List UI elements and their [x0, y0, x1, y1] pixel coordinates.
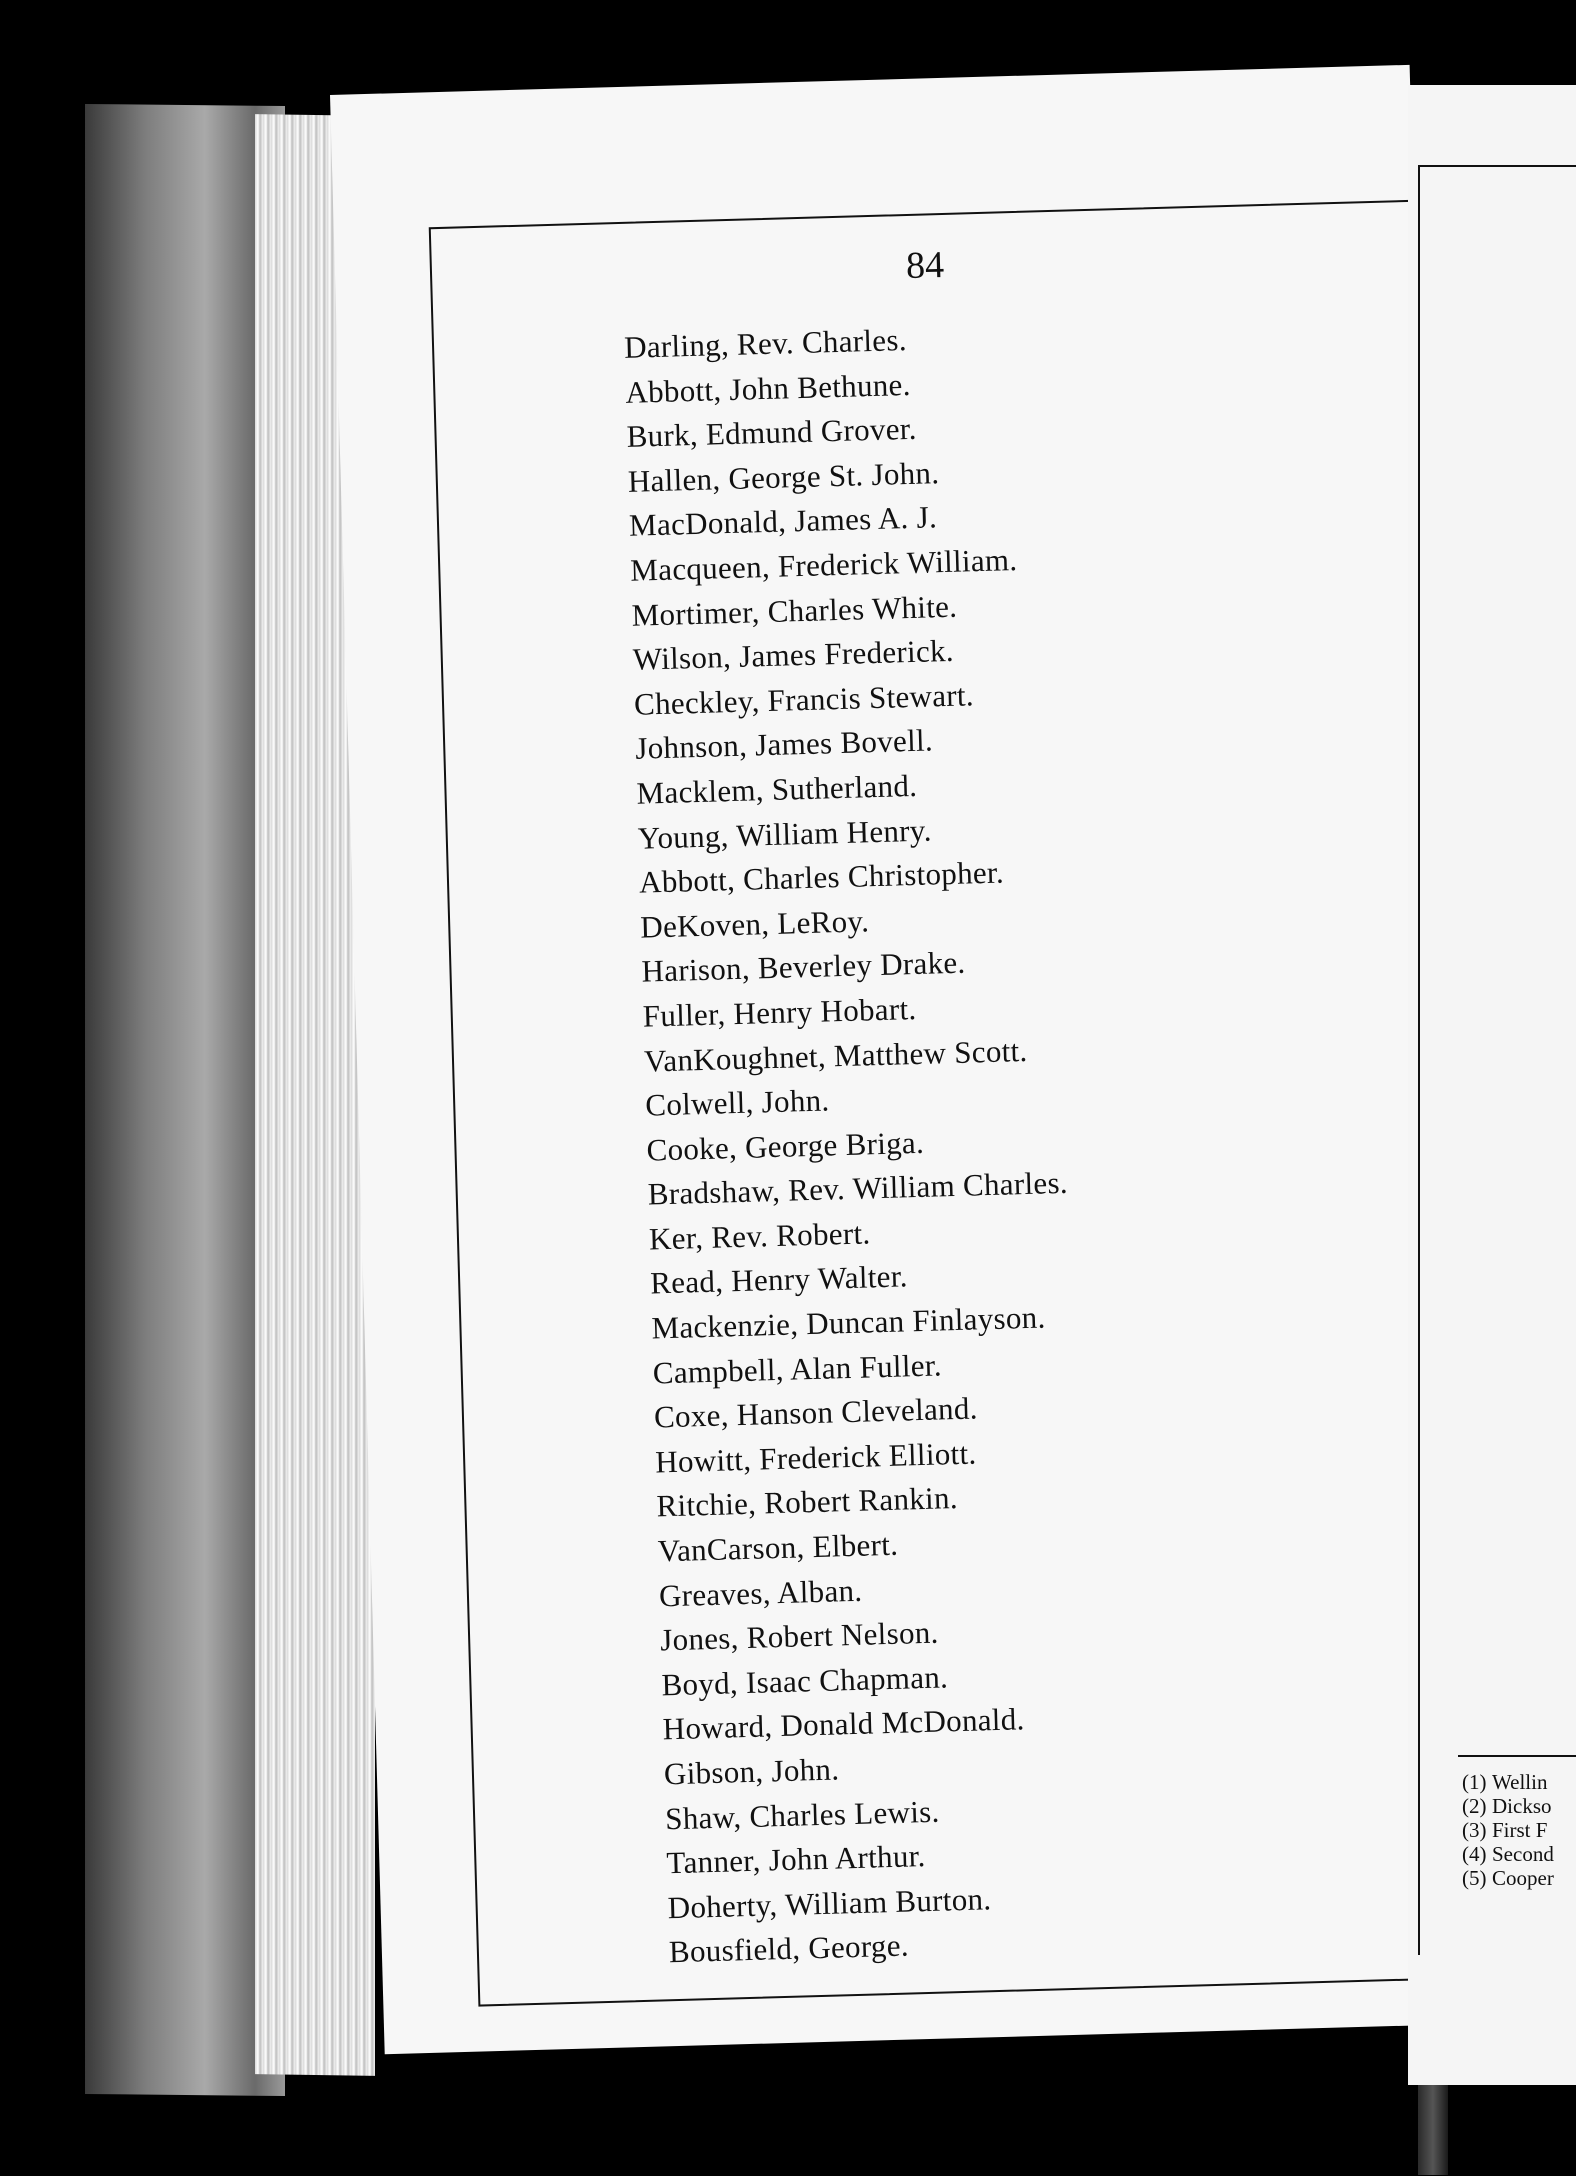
left-page [330, 65, 1464, 2054]
footnote-text: Cooper [1492, 1866, 1554, 1890]
name-entry: DeKoven, LeRoy. [639, 902, 870, 945]
name-entry: Read, Henry Walter. [649, 1258, 909, 1301]
name-entry: Howard, Donald McDonald. [662, 1701, 1026, 1747]
footnote-number: (5) [1462, 1866, 1487, 1890]
footnote-text: Wellin [1492, 1770, 1548, 1794]
name-entry: Cooke, George Briga. [646, 1124, 925, 1168]
footnote-list [1462, 1770, 1554, 1890]
facing-page [1408, 85, 1576, 2085]
name-entry: Young, William Henry. [637, 812, 933, 856]
name-entry: Howitt, Frederick Elliott. [654, 1435, 977, 1480]
footnote-text: Second [1492, 1842, 1554, 1866]
facing-page-frame [1418, 165, 1576, 1955]
footnote [1462, 1818, 1554, 1842]
footnote [1462, 1770, 1554, 1794]
footnote-text: First F [1492, 1818, 1548, 1842]
name-entry: Burk, Edmund Grover. [626, 410, 918, 455]
name-entry: Greaves, Alban. [658, 1572, 863, 1614]
footnote-number: (3) [1462, 1818, 1487, 1842]
name-entry: Bousfield, George. [668, 1927, 910, 1970]
name-entry: Jones, Robert Nelson. [659, 1614, 940, 1658]
footnote-text: Dickso [1492, 1794, 1552, 1818]
name-entry: Ritchie, Robert Rankin. [656, 1480, 959, 1524]
name-entry: Johnson, James Bovell. [634, 722, 934, 767]
footnote [1462, 1794, 1554, 1818]
page-number: 84 [905, 243, 945, 287]
name-entry: Gibson, John. [663, 1751, 840, 1792]
footnote [1462, 1842, 1554, 1866]
name-entry: Boyd, Isaac Chapman. [661, 1659, 949, 1703]
footnote-number: (4) [1462, 1842, 1487, 1866]
name-entry: Harison, Beverley Drake. [641, 944, 966, 989]
footnote [1462, 1866, 1554, 1890]
name-entry: VanCarson, Elbert. [657, 1526, 899, 1569]
open-book [40, 95, 1576, 2095]
name-entry: Hallen, George St. John. [627, 454, 940, 499]
name-entry: Coxe, Hanson Cleveland. [653, 1390, 979, 1435]
name-entry: VanKoughnet, Matthew Scott. [643, 1032, 1028, 1079]
name-entry: Checkley, Francis Stewart. [633, 677, 975, 722]
name-entry: Campbell, Alan Fuller. [652, 1347, 943, 1391]
name-entry: Mackenzie, Duncan Finlayson. [651, 1299, 1046, 1346]
name-entry: Ker, Rev. Robert. [648, 1215, 871, 1257]
name-entry: Shaw, Charles Lewis. [664, 1793, 940, 1836]
name-entry: MacDonald, James A. J. [628, 499, 938, 544]
name-entry: Doherty, William Burton. [667, 1881, 992, 1926]
name-entry: Abbott, John Bethune. [624, 366, 912, 410]
footnote-number: (1) [1462, 1770, 1487, 1794]
name-entry: Bradshaw, Rev. William Charles. [647, 1165, 1069, 1212]
footnote-number: (2) [1462, 1794, 1487, 1818]
name-entry: Fuller, Henry Hobart. [642, 990, 917, 1034]
page-border-frame [429, 200, 1468, 2007]
name-entry: Mortimer, Charles White. [631, 588, 958, 633]
name-entry: Darling, Rev. Charles. [623, 321, 908, 365]
name-entry: Abbott, Charles Christopher. [638, 854, 1005, 900]
name-entry: Tanner, John Arthur. [666, 1838, 927, 1881]
footnote-rule [1458, 1755, 1576, 1757]
name-entry: Macklem, Sutherland. [636, 767, 918, 811]
name-entry: Colwell, John. [644, 1082, 830, 1123]
name-list [624, 314, 1090, 1975]
name-entry: Macqueen, Frederick William. [629, 541, 1018, 588]
name-entry: Wilson, James Frederick. [632, 632, 955, 677]
